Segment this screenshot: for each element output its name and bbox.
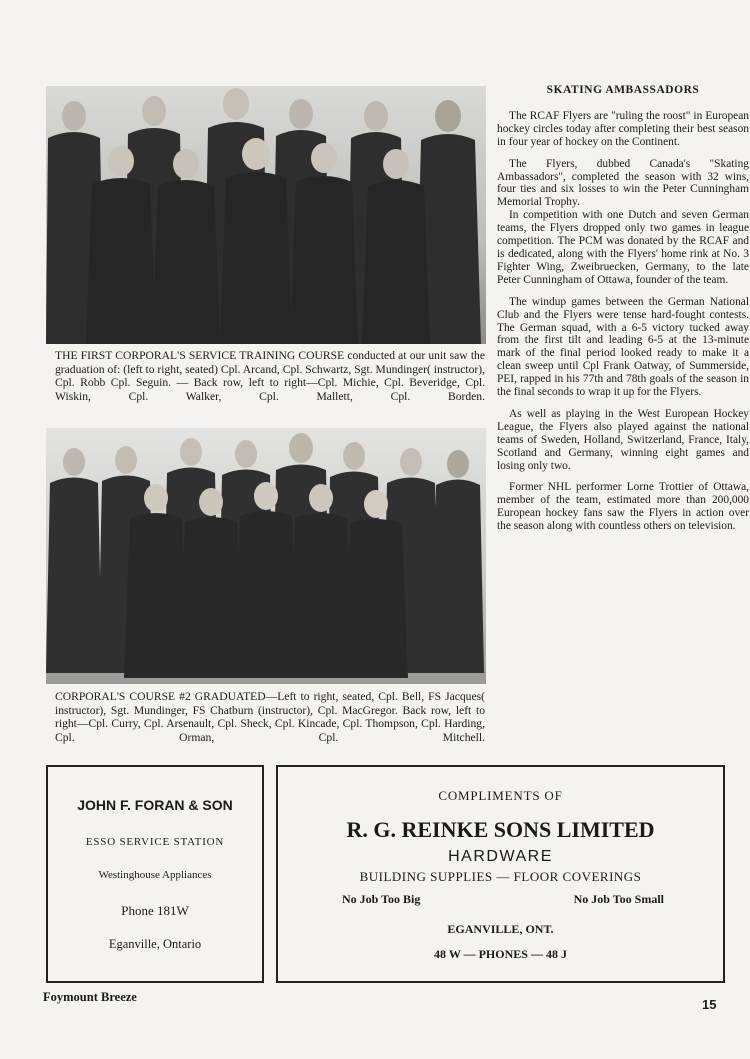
article-paragraph: As well as playing in the West European Hockey League, the Flyers also played against the national teams of Sweden, Holland, Switzerland, France, Italy, Scotland and Germany, winning eight games and losing only two. [497,407,749,472]
advertisement-reinke [276,765,725,983]
ad-phones: 48 W — PHONES — 48 J [434,947,567,961]
article-paragraph: In competition with one Dutch and seven German teams, the Flyers dropped only two games in league competition. The PCM was donated by the RCAF and is dedicated, along with the Flyers' home rink at No. 3 Fighter Wing, Zweibruecken, Germany, to the late Peter Cunningham of Ottawa, founder of the team. [497,209,749,286]
article-paragraph: The RCAF Flyers are "ruling the roost" in European hockey circles today after completing their best season in four year of hockey on the Continent. [497,109,749,148]
photo-caption-second-course: CORPORAL'S COURSE #2 GRADUATED—Left to right, seated, Cpl. Bell, FS Jacques( instructor), Sgt. Mundinger, FS Chatburn (instructor), Cpl. MacGregor. Back row, left to right—Cpl. Curry, Cpl. Arsenault, Cpl. Sheck, Cpl. Kincade, Cpl. Thompson, Cpl. Harding, Cpl. Orman, Cpl. Mitchell. [55,690,485,744]
ad-subtitle: HARDWARE [448,848,553,865]
ad-location: EGANVILLE, ONT. [447,922,554,936]
article-paragraph: Former NHL performer Lorne Trottier of Ottawa, member of the team, estimated more than 200,000 European hockey fans saw the Flyers in action over the season along with countless others on television. [497,481,749,533]
ad-slogan-right: No Job Too Small [573,892,664,906]
article-paragraph: The windup games between the German National Club and the Flyers were tense hard-fought contests. The German squad, with a 6-5 victory tucked away from the first tilt and leading 6-5 at the 13-minute mark of the final period looked ready to make it a clean sweep until Cpl Frank Oatway, of Summerside, PEI, rapped in his 77th and 78th goals of the season in the final seconds to wrap it up for the Flyers. [497,295,749,399]
article-paragraph: The Flyers, dubbed Canada's "Skating Ambassadors", completed the season with 32 wins, four ties and six losses to win the Peter Cunningham Memorial Trophy. [497,157,749,209]
article-skating-ambassadors [497,84,749,542]
group-photo-first-course [46,86,486,344]
ad-compliments: COMPLIMENTS OF [438,788,563,803]
ad-line: BUILDING SUPPLIES — FLOOR COVERINGS [359,869,642,884]
ad-business-name: R. G. REINKE SONS LIMITED [346,817,655,842]
page-number: 15 [702,997,717,1012]
ad-phone: Phone 181W [121,903,189,918]
publication-name: Foymount Breeze [43,990,137,1004]
photo-caption-first-course: THE FIRST CORPORAL'S SERVICE TRAINING COURSE conducted at our unit saw the graduation of: (left to right, seated) Cpl. Arcand, Cpl. Schwartz, Sgt. Mundinger( instructor), Cpl. Robb Cpl. Seguin. — Back row, left to right—Cpl. Michie, Cpl. Beveridge, Cpl. Wiskin, Cpl. Walker, Cpl. Mallett, Cpl. Borden. [55,349,485,403]
advertisement-foran [46,765,264,983]
ad-location: Eganville, Ontario [108,937,202,951]
ad-line: ESSO SERVICE STATION [85,836,225,848]
group-photo-second-course [46,428,486,684]
ad-slogan-left: No Job Too Big [342,892,421,906]
article-heading: SKATING AMBASSADORS [546,84,700,96]
ad-line: Westinghouse Appliances [98,869,212,881]
ad-business-name: JOHN F. FORAN & SON [77,797,233,813]
